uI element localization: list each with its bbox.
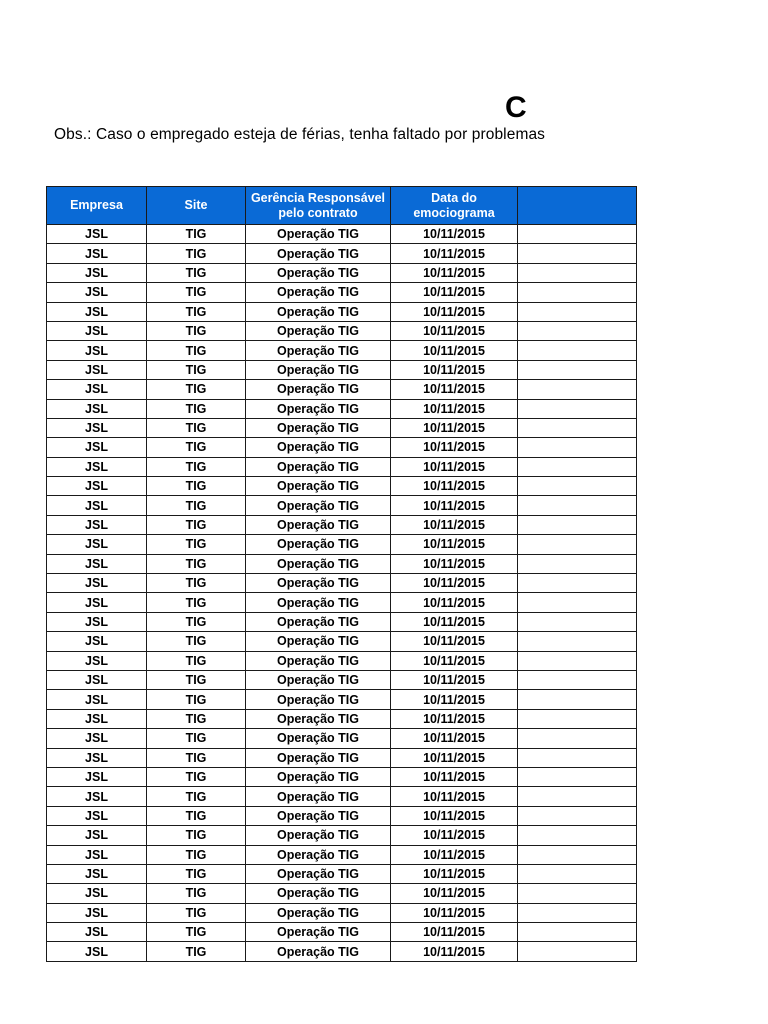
cell-empresa: JSL <box>47 709 147 728</box>
cell-data: 10/11/2015 <box>391 845 518 864</box>
cell-gerencia: Operação TIG <box>246 729 391 748</box>
cell-site: TIG <box>147 729 246 748</box>
cell-empresa: JSL <box>47 321 147 340</box>
cell-next <box>518 903 637 922</box>
cell-site: TIG <box>147 787 246 806</box>
cell-site: TIG <box>147 845 246 864</box>
cell-next <box>518 418 637 437</box>
cell-empresa: JSL <box>47 263 147 282</box>
table-row <box>47 438 637 457</box>
cell-empresa: JSL <box>47 399 147 418</box>
cell-site: TIG <box>147 903 246 922</box>
table-row <box>47 321 637 340</box>
cell-next <box>518 806 637 825</box>
cell-site: TIG <box>147 399 246 418</box>
cell-gerencia: Operação TIG <box>246 496 391 515</box>
cell-site: TIG <box>147 418 246 437</box>
cell-empresa: JSL <box>47 806 147 825</box>
cell-gerencia: Operação TIG <box>246 593 391 612</box>
cell-empresa: JSL <box>47 632 147 651</box>
emociograma-table <box>46 186 637 962</box>
table-row <box>47 884 637 903</box>
cell-empresa: JSL <box>47 418 147 437</box>
cell-next <box>518 283 637 302</box>
cell-data: 10/11/2015 <box>391 554 518 573</box>
table-body <box>47 225 637 962</box>
cell-data: 10/11/2015 <box>391 651 518 670</box>
table-row <box>47 225 637 244</box>
table-row <box>47 515 637 534</box>
cell-site: TIG <box>147 283 246 302</box>
cell-next <box>518 496 637 515</box>
table-row <box>47 632 637 651</box>
cell-site: TIG <box>147 321 246 340</box>
cell-empresa: JSL <box>47 903 147 922</box>
cell-data: 10/11/2015 <box>391 767 518 786</box>
cell-gerencia: Operação TIG <box>246 341 391 360</box>
cell-empresa: JSL <box>47 244 147 263</box>
cell-empresa: JSL <box>47 283 147 302</box>
cell-data: 10/11/2015 <box>391 244 518 263</box>
cell-gerencia: Operação TIG <box>246 709 391 728</box>
cell-next <box>518 670 637 689</box>
table-row <box>47 574 637 593</box>
cell-data: 10/11/2015 <box>391 283 518 302</box>
table-row <box>47 399 637 418</box>
cell-data: 10/11/2015 <box>391 360 518 379</box>
cell-empresa: JSL <box>47 690 147 709</box>
cell-gerencia: Operação TIG <box>246 418 391 437</box>
cell-site: TIG <box>147 496 246 515</box>
cell-empresa: JSL <box>47 787 147 806</box>
cell-data: 10/11/2015 <box>391 574 518 593</box>
cell-empresa: JSL <box>47 360 147 379</box>
cell-site: TIG <box>147 864 246 883</box>
cell-empresa: JSL <box>47 923 147 942</box>
table-row <box>47 457 637 476</box>
table-row <box>47 360 637 379</box>
cell-empresa: JSL <box>47 593 147 612</box>
cell-empresa: JSL <box>47 884 147 903</box>
cell-next <box>518 845 637 864</box>
cell-gerencia: Operação TIG <box>246 380 391 399</box>
cell-next <box>518 438 637 457</box>
cell-site: TIG <box>147 767 246 786</box>
cell-site: TIG <box>147 884 246 903</box>
cell-empresa: JSL <box>47 845 147 864</box>
cell-gerencia: Operação TIG <box>246 321 391 340</box>
cell-data: 10/11/2015 <box>391 380 518 399</box>
cell-gerencia: Operação TIG <box>246 748 391 767</box>
cell-gerencia: Operação TIG <box>246 690 391 709</box>
table-row <box>47 787 637 806</box>
cell-data: 10/11/2015 <box>391 418 518 437</box>
cell-site: TIG <box>147 923 246 942</box>
cell-gerencia: Operação TIG <box>246 787 391 806</box>
cell-gerencia: Operação TIG <box>246 438 391 457</box>
cell-next <box>518 729 637 748</box>
cell-data: 10/11/2015 <box>391 341 518 360</box>
cell-next <box>518 612 637 631</box>
cell-empresa: JSL <box>47 438 147 457</box>
table-row <box>47 263 637 282</box>
cell-site: TIG <box>147 942 246 961</box>
header-data: Data do emociograma <box>391 187 518 225</box>
cell-gerencia: Operação TIG <box>246 477 391 496</box>
cell-data: 10/11/2015 <box>391 690 518 709</box>
cell-site: TIG <box>147 438 246 457</box>
cell-gerencia: Operação TIG <box>246 515 391 534</box>
cell-gerencia: Operação TIG <box>246 942 391 961</box>
table-row <box>47 729 637 748</box>
cell-next <box>518 826 637 845</box>
cell-next <box>518 225 637 244</box>
cell-gerencia: Operação TIG <box>246 612 391 631</box>
table-row <box>47 380 637 399</box>
table-row <box>47 651 637 670</box>
table-row <box>47 477 637 496</box>
cell-data: 10/11/2015 <box>391 457 518 476</box>
cell-empresa: JSL <box>47 457 147 476</box>
cell-site: TIG <box>147 806 246 825</box>
cell-empresa: JSL <box>47 612 147 631</box>
cell-data: 10/11/2015 <box>391 942 518 961</box>
cell-next <box>518 767 637 786</box>
cell-next <box>518 651 637 670</box>
cell-empresa: JSL <box>47 748 147 767</box>
cell-gerencia: Operação TIG <box>246 845 391 864</box>
header-row <box>47 187 637 225</box>
cell-site: TIG <box>147 302 246 321</box>
cell-next <box>518 787 637 806</box>
table-row <box>47 302 637 321</box>
cell-data: 10/11/2015 <box>391 535 518 554</box>
cell-data: 10/11/2015 <box>391 709 518 728</box>
cell-site: TIG <box>147 263 246 282</box>
cell-data: 10/11/2015 <box>391 593 518 612</box>
cell-empresa: JSL <box>47 651 147 670</box>
cell-gerencia: Operação TIG <box>246 225 391 244</box>
cell-site: TIG <box>147 515 246 534</box>
table-row <box>47 864 637 883</box>
cell-next <box>518 554 637 573</box>
cell-site: TIG <box>147 380 246 399</box>
cell-next <box>518 477 637 496</box>
cell-data: 10/11/2015 <box>391 729 518 748</box>
cell-data: 10/11/2015 <box>391 903 518 922</box>
cell-next <box>518 302 637 321</box>
cell-site: TIG <box>147 690 246 709</box>
table-row <box>47 341 637 360</box>
cell-data: 10/11/2015 <box>391 923 518 942</box>
cell-data: 10/11/2015 <box>391 864 518 883</box>
cell-data: 10/11/2015 <box>391 399 518 418</box>
header-next <box>518 187 637 225</box>
cell-next <box>518 709 637 728</box>
cell-gerencia: Operação TIG <box>246 302 391 321</box>
table-row <box>47 593 637 612</box>
table-row <box>47 690 637 709</box>
cell-site: TIG <box>147 826 246 845</box>
cell-gerencia: Operação TIG <box>246 806 391 825</box>
cell-data: 10/11/2015 <box>391 225 518 244</box>
cell-empresa: JSL <box>47 826 147 845</box>
cell-empresa: JSL <box>47 767 147 786</box>
cell-next <box>518 748 637 767</box>
cell-empresa: JSL <box>47 515 147 534</box>
cell-gerencia: Operação TIG <box>246 457 391 476</box>
table-row <box>47 806 637 825</box>
cell-site: TIG <box>147 709 246 728</box>
cell-next <box>518 457 637 476</box>
cell-site: TIG <box>147 341 246 360</box>
cell-empresa: JSL <box>47 670 147 689</box>
page-title: C <box>505 91 527 124</box>
cell-gerencia: Operação TIG <box>246 903 391 922</box>
cell-data: 10/11/2015 <box>391 884 518 903</box>
cell-gerencia: Operação TIG <box>246 651 391 670</box>
cell-gerencia: Operação TIG <box>246 826 391 845</box>
cell-next <box>518 341 637 360</box>
cell-gerencia: Operação TIG <box>246 767 391 786</box>
cell-empresa: JSL <box>47 942 147 961</box>
cell-empresa: JSL <box>47 496 147 515</box>
cell-empresa: JSL <box>47 380 147 399</box>
cell-next <box>518 884 637 903</box>
cell-site: TIG <box>147 593 246 612</box>
cell-data: 10/11/2015 <box>391 806 518 825</box>
cell-site: TIG <box>147 225 246 244</box>
cell-gerencia: Operação TIG <box>246 554 391 573</box>
cell-next <box>518 380 637 399</box>
cell-empresa: JSL <box>47 554 147 573</box>
table-row <box>47 670 637 689</box>
cell-site: TIG <box>147 670 246 689</box>
cell-next <box>518 515 637 534</box>
cell-site: TIG <box>147 632 246 651</box>
cell-empresa: JSL <box>47 535 147 554</box>
cell-site: TIG <box>147 360 246 379</box>
cell-next <box>518 923 637 942</box>
cell-next <box>518 360 637 379</box>
cell-site: TIG <box>147 554 246 573</box>
table-row <box>47 554 637 573</box>
cell-data: 10/11/2015 <box>391 321 518 340</box>
cell-site: TIG <box>147 457 246 476</box>
header-empresa: Empresa <box>47 187 147 225</box>
cell-data: 10/11/2015 <box>391 787 518 806</box>
cell-next <box>518 321 637 340</box>
cell-empresa: JSL <box>47 341 147 360</box>
cell-data: 10/11/2015 <box>391 438 518 457</box>
cell-next <box>518 593 637 612</box>
cell-gerencia: Operação TIG <box>246 923 391 942</box>
cell-site: TIG <box>147 651 246 670</box>
cell-gerencia: Operação TIG <box>246 574 391 593</box>
cell-next <box>518 864 637 883</box>
table-row <box>47 244 637 263</box>
cell-gerencia: Operação TIG <box>246 283 391 302</box>
cell-data: 10/11/2015 <box>391 670 518 689</box>
table-row <box>47 845 637 864</box>
cell-data: 10/11/2015 <box>391 612 518 631</box>
cell-data: 10/11/2015 <box>391 748 518 767</box>
cell-next <box>518 244 637 263</box>
cell-gerencia: Operação TIG <box>246 399 391 418</box>
table-row <box>47 612 637 631</box>
table-row <box>47 767 637 786</box>
table-row <box>47 923 637 942</box>
table-row <box>47 826 637 845</box>
cell-empresa: JSL <box>47 864 147 883</box>
cell-next <box>518 942 637 961</box>
header-gerencia: Gerência Responsável pelo contrato <box>246 187 391 225</box>
cell-empresa: JSL <box>47 729 147 748</box>
cell-empresa: JSL <box>47 574 147 593</box>
cell-data: 10/11/2015 <box>391 263 518 282</box>
table-row <box>47 283 637 302</box>
cell-gerencia: Operação TIG <box>246 864 391 883</box>
cell-empresa: JSL <box>47 302 147 321</box>
table-row <box>47 535 637 554</box>
cell-gerencia: Operação TIG <box>246 670 391 689</box>
cell-data: 10/11/2015 <box>391 302 518 321</box>
cell-next <box>518 399 637 418</box>
cell-next <box>518 535 637 554</box>
cell-gerencia: Operação TIG <box>246 360 391 379</box>
cell-site: TIG <box>147 574 246 593</box>
cell-next <box>518 632 637 651</box>
table-row <box>47 496 637 515</box>
observation-note: Obs.: Caso o empregado esteja de férias, tenha faltado por problemas <box>54 126 546 143</box>
cell-gerencia: Operação TIG <box>246 263 391 282</box>
cell-data: 10/11/2015 <box>391 515 518 534</box>
table-row <box>47 709 637 728</box>
cell-gerencia: Operação TIG <box>246 632 391 651</box>
cell-site: TIG <box>147 535 246 554</box>
cell-next <box>518 263 637 282</box>
header-site: Site <box>147 187 246 225</box>
cell-next <box>518 574 637 593</box>
table-row <box>47 748 637 767</box>
cell-empresa: JSL <box>47 477 147 496</box>
cell-data: 10/11/2015 <box>391 632 518 651</box>
cell-gerencia: Operação TIG <box>246 244 391 263</box>
cell-next <box>518 690 637 709</box>
cell-site: TIG <box>147 477 246 496</box>
table-row <box>47 942 637 961</box>
cell-site: TIG <box>147 748 246 767</box>
cell-empresa: JSL <box>47 225 147 244</box>
cell-data: 10/11/2015 <box>391 826 518 845</box>
cell-site: TIG <box>147 612 246 631</box>
cell-site: TIG <box>147 244 246 263</box>
table-row <box>47 903 637 922</box>
cell-gerencia: Operação TIG <box>246 884 391 903</box>
cell-data: 10/11/2015 <box>391 496 518 515</box>
table-row <box>47 418 637 437</box>
cell-gerencia: Operação TIG <box>246 535 391 554</box>
cell-data: 10/11/2015 <box>391 477 518 496</box>
